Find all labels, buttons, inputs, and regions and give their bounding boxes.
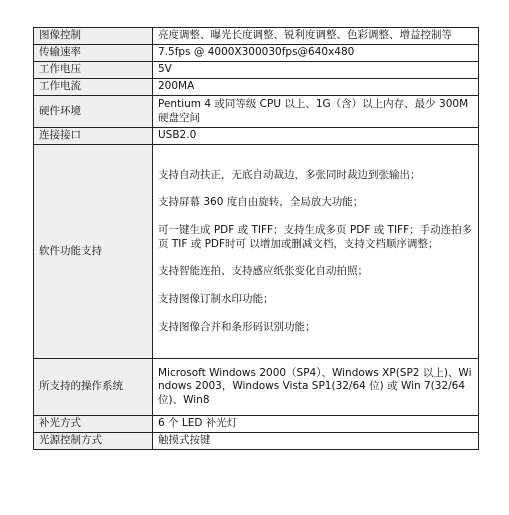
row-key-current: 工作电流: [34, 79, 153, 96]
row-value-image-control: 亮度调整、曝光长度调整、锐利度调整、色彩调整、增益控制等: [153, 28, 479, 45]
row-key-software: 软件功能支持: [34, 145, 153, 359]
table-row: [34, 128, 479, 145]
row-value-os: Microsoft Windows 2000（SP4）、Windows XP(SP2 以上)、Windows 2003，Windows Vista SP1(32/64 位) 或 Win 7(32/64 位)、Win8: [153, 359, 479, 416]
table-row: [34, 62, 479, 79]
software-feature: 支持自动扶正，无底自动裁边，多张同时裁边到张输出；: [158, 168, 421, 181]
row-key-image-control: 图像控制: [34, 28, 153, 45]
row-key-light-control: 光源控制方式: [34, 433, 153, 450]
row-value-software: [153, 145, 479, 359]
software-feature: 支持智能连拍、支持感应纸张变化自动拍照；: [158, 265, 368, 278]
table-row: [34, 79, 479, 96]
row-value-current: 200MA: [153, 79, 479, 96]
software-feature: 可一键生成 PDF 或 TIFF；支持生成多页 PDF 或 TIFF；手动连拍多页 TIF 或 PDF时可 以增加或删减文档，支持文档顺序调整；: [158, 224, 473, 250]
row-value-transfer-rate: 7.5fps @ 4000X300030fps@640x480: [153, 45, 479, 62]
row-key-hardware: 硬件环境: [34, 96, 153, 128]
software-feature: 支持图像订制水印功能；: [158, 292, 274, 305]
row-value-voltage: 5V: [153, 62, 479, 79]
table-row: [34, 96, 479, 128]
table-row: [34, 416, 479, 433]
table-row: [34, 145, 479, 359]
spec-table: [33, 27, 479, 450]
row-key-voltage: 工作电压: [34, 62, 153, 79]
software-feature: 支持图像合并和条形码识别功能；: [158, 320, 316, 333]
row-value-light-control: 触摸式按键: [153, 433, 479, 450]
row-value-fill-light: 6 个 LED 补光灯: [153, 416, 479, 433]
row-key-fill-light: 补光方式: [34, 416, 153, 433]
table-row: [34, 28, 479, 45]
row-value-interface: USB2.0: [153, 128, 479, 145]
row-key-transfer-rate: 传输速率: [34, 45, 153, 62]
software-feature: 支持屏幕 360 度自由旋转，全局放大功能；: [158, 196, 364, 209]
table-row: [34, 433, 479, 450]
table-row: [34, 45, 479, 62]
row-value-hardware: Pentium 4 或同等级 CPU 以上、1G（含）以上内存、最少 300M 硬盘空间: [153, 96, 479, 128]
table-row: [34, 359, 479, 416]
row-key-os: 所支持的操作系统: [34, 359, 153, 416]
row-key-interface: 连接接口: [34, 128, 153, 145]
